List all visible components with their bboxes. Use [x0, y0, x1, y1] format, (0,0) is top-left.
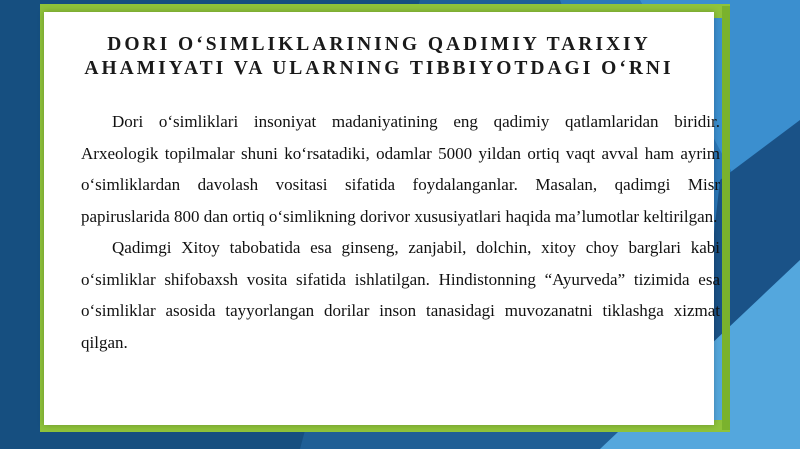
paragraph-1: Dori o‘simliklari insoniyat madaniyatining eng qadimiy qatlamlaridan biridir. Arxeologik topilmalar shuni ko‘rsatadiki, odamlar 5000 yildan ortiq vaqt avval ham ayrim o‘simliklardan davolash vositasi sifatida foydalanganlar. Masalan, qadimgi Misr papiruslarida 800 dan ortiq o‘simlikning dorivor xususiyatlari haqida ma’lumotlar keltirilgan.	[81, 112, 720, 226]
slide-title	[44, 33, 714, 81]
title-line-1: DORI O‘SIMLIKLARINING QADIMIY TARIXIY	[107, 34, 651, 55]
title-line-2: AHAMIYATI VA ULARNING TIBBIYOTDAGI O‘RNI	[84, 58, 674, 79]
slide-body	[81, 106, 720, 358]
paragraph-2: Qadimgi Xitoy tabobatida esa ginseng, zanjabil, dolchin, xitoy choy barglari kabi o‘simliklar shifobaxsh vosita sifatida ishlatilgan. Hindistonning “Ayurveda” tizimida esa o‘simliklar asosida tayyorlangan dorilar inson tanasidagi muvozanatni tiklashga xizmat qilgan.	[81, 238, 720, 352]
